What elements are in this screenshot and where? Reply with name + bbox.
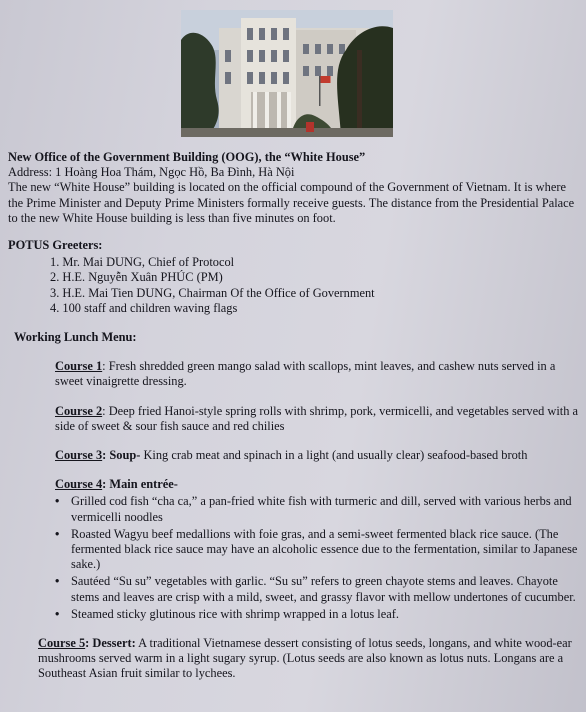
course-5-label: Course 5	[38, 636, 86, 651]
list-item: • Sautéed “Su su” vegetables with garlic. “Su su” refers to green chayote stems and leaves. Chayote stems and leaves are crisp with a mild, sweet, and grassy flavor with mellow undertones of cucumber.	[55, 574, 580, 604]
course-4-title: : Main entrée-	[102, 477, 178, 492]
course-2	[55, 404, 580, 434]
course-2-text: : Deep fried Hanoi-style spring rolls with shrimp, pork, vermicelli, and vegetables served with a side of sweet & sour fish sauce and red chilies	[55, 403, 579, 433]
greeters-list	[50, 255, 580, 316]
list-item: • Grilled cod fish “cha ca,” a pan-fried white fish with turmeric and dill, served with various herbs and vermicelli noodles	[55, 494, 580, 524]
course-3-text: King crab meat and spinach in a light (and usually clear) seafood-based broth	[140, 448, 528, 463]
course-1-label: Course 1	[55, 359, 103, 374]
menu-heading: Working Lunch Menu:	[14, 330, 137, 345]
course-3-label: Course 3	[55, 448, 103, 463]
document-body	[8, 150, 580, 682]
list-item: • Steamed sticky glutinous rice with shrimp wrapped in a lotus leaf.	[55, 607, 580, 622]
greeter-item: 3. H.E. Mai Tien DUNG, Chairman Of the Office of Government	[50, 285, 375, 300]
course-4	[55, 477, 580, 622]
document-title: New Office of the Government Building (OOG), the “White House”	[8, 150, 366, 164]
greeter-item: 4. 100 staff and children waving flags	[50, 300, 238, 315]
course-3-title: : Soup-	[102, 448, 141, 463]
course-1-text: : Fresh shredded green mango salad with scallops, mint leaves, and cashew nuts served in a sweet vinaigrette dressing.	[55, 359, 556, 389]
greeter-item: 1. Mr. Mai DUNG, Chief of Protocol	[50, 255, 235, 270]
white-house-building-photo	[181, 10, 393, 137]
course-4-label: Course 4	[55, 477, 103, 492]
course-3	[55, 448, 580, 463]
course-5	[38, 636, 580, 682]
greeters-heading: POTUS Greeters:	[8, 238, 103, 253]
greeter-item: 2. H.E. Nguyễn Xuân PHÚC (PM)	[50, 270, 223, 285]
course-2-label: Course 2	[55, 403, 103, 418]
address-line: Address: 1 Hoàng Hoa Thám, Ngọc Hồ, Ba Đình, Hà Nội	[8, 165, 295, 180]
list-item: • Roasted Wagyu beef medallions with foie gras, and a semi-sweet fermented black rice sauce. (The fermented black rice sauce may have an alcoholic essence due to the fermentation, similar to Japanese sake.)	[55, 527, 580, 573]
course-5-title: : Dessert:	[85, 636, 136, 651]
building-illustration	[181, 10, 393, 137]
course-1	[55, 359, 580, 389]
building-description: The new “White House” building is located on the official compound of the Government of Vietnam. It is where the Prime Minister and Deputy Prime Ministers formally receive guests. The distance from the Presidential Palace to the new White House building is less than five minutes on foot.	[8, 180, 575, 225]
main-entree-list	[55, 494, 580, 622]
course-5-text: A traditional Vietnamese dessert consisting of lotus seeds, longans, and white wood-ear mushrooms served warm in a light sugary syrup. (Lotus seeds are also known as lotus nuts. Longans are a Southeast Asian fruit similar to lychees.	[38, 636, 572, 681]
